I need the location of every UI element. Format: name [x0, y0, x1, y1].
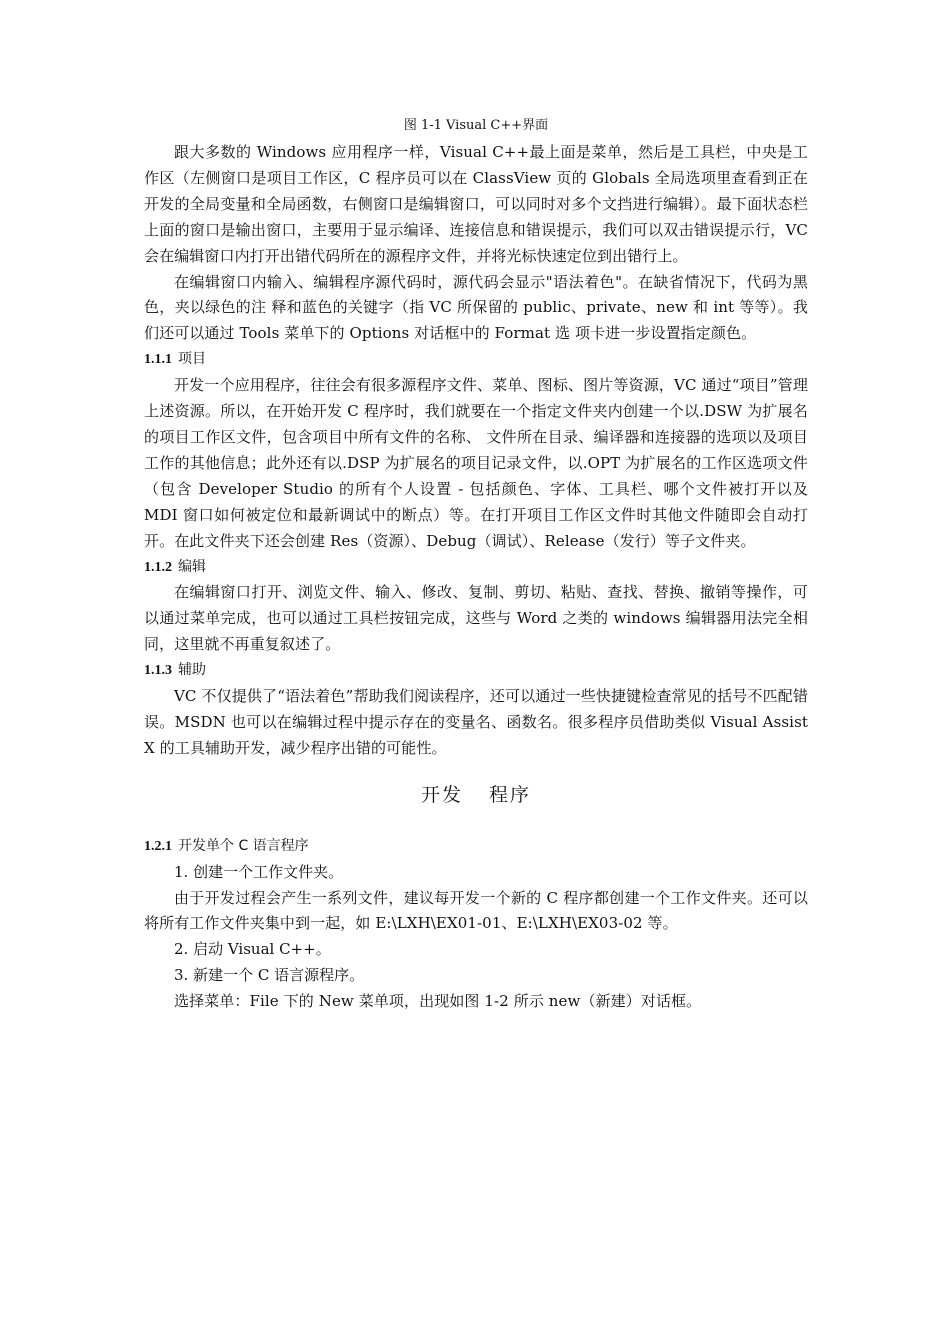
section-number: 1.1.2 — [144, 559, 172, 575]
section-heading-1-1-1 — [144, 347, 808, 373]
step-3-body: 选择菜单：File 下的 New 菜单项，出现如图 1-2 所示 new（新建）对话框。 — [174, 992, 702, 1011]
section-body-1-1-2: 在编辑窗口打开、浏览文件、输入、修改、复制、剪切、粘贴、查找、替换、撤销等操作，可以通过菜单完成，也可以通过工具栏按钮完成，这些与 Word 之类的 windows 编辑器用法完全相同，这里就不再重复叙述了。 — [144, 583, 808, 654]
section-title: 开发单个 C 语言程序 — [178, 837, 309, 854]
section-heading-1-1-2 — [144, 555, 808, 581]
figure-caption: 图 1-1 Visual C++界面 — [403, 118, 549, 133]
section-title: 辅助 — [178, 662, 206, 679]
section-title: 编辑 — [178, 558, 206, 575]
section-title: 项目 — [178, 351, 206, 368]
section-heading-1-2-1 — [144, 834, 808, 860]
section-body-1-1-3: VC 不仅提供了“语法着色”帮助我们阅读程序，还可以通过一些快捷键检查常见的括号不匹配错误。MSDN 也可以在编辑过程中提示存在的变量名、函数名。很多程序员借助类似 Visual Assist X 的工具辅助开发，减少程序出错的可能性。 — [144, 687, 808, 757]
section-number: 1.2.1 — [144, 838, 172, 854]
intro-paragraph-2: 在编辑窗口内输入、编辑程序源代码时，源代码会显示"语法着色"。在缺省情况下，代码为黑色，夹以绿色的注 释和蓝色的关键字（指 VC 所保留的 public、private、new 和 int 等等）。我们还可以通过 Tools 菜单下的 Options 对话框中的 Format 选 项卡进一步设置指定颜色。 — [144, 272, 808, 343]
chapter-heading: 开发 程序 — [420, 783, 532, 806]
section-number: 1.1.3 — [144, 663, 172, 679]
section-heading-1-1-3 — [144, 658, 808, 684]
step-3: 3. 新建一个 C 语言源程序。 — [174, 966, 365, 985]
section-number: 1.1.1 — [144, 352, 172, 368]
intro-paragraph-1: 跟大多数的 Windows 应用程序一样，Visual C++最上面是菜单，然后是工具栏，中央是工作区（左侧窗口是项目工作区，C 程序员可以在 ClassView 页的 Globals 全局选项里查看到正在开发的全局变量和全局函数，右侧窗口是编辑窗口，可以同时对多个文挡进行编辑）。最下面状态栏上面的窗口是输出窗口，主要用于显示编译、连接信息和错误提示，我们可以双击错误提示行，VC 会在编辑窗口内打开出错代码所在的源程序文件，并将光标快速定位到出错行上。 — [144, 143, 808, 265]
section-body-1-1-1: 开发一个应用程序，往往会有很多源程序文件、菜单、图标、图片等资源，VC 通过“项目”管理上述资源。所以，在开始开发 C 程序时，我们就要在一个指定文件夹内创建一个以.DSW 为扩展名的项目工作区文件，包含项目中所有文件的名称、 文件所在目录、编译器和连接器的选项以及项目工作的其他信息；此外还有以.DSP 为扩展名的项目记录文件，以.OPT 为扩展名的工作区选项文件（包含 Developer Studio 的所有个人设置 - 包括颜色、字体、工具栏、哪个文件被打开以及 MDI 窗口如何被定位和最新调试中的断点）等。在打开项目工作区文件时其他文件随即会自动打开。在此文件夹下还会创建 Res（资源）、Debug（调试）、Release（发行）等子文件夹。 — [144, 376, 808, 550]
document-page — [144, 114, 808, 1015]
step-1: 1. 创建一个工作文件夹。 — [174, 862, 344, 881]
step-1-body: 由于开发过程会产生一系列文件，建议每开发一个新的 C 程序都创建一个工作文件夹。还可以将所有工作文件夹集中到一起，如 E:\LXH\EX01-01、E:\LXH\EX03-02 等。 — [144, 888, 808, 933]
step-2: 2. 启动 Visual C++。 — [174, 940, 331, 959]
